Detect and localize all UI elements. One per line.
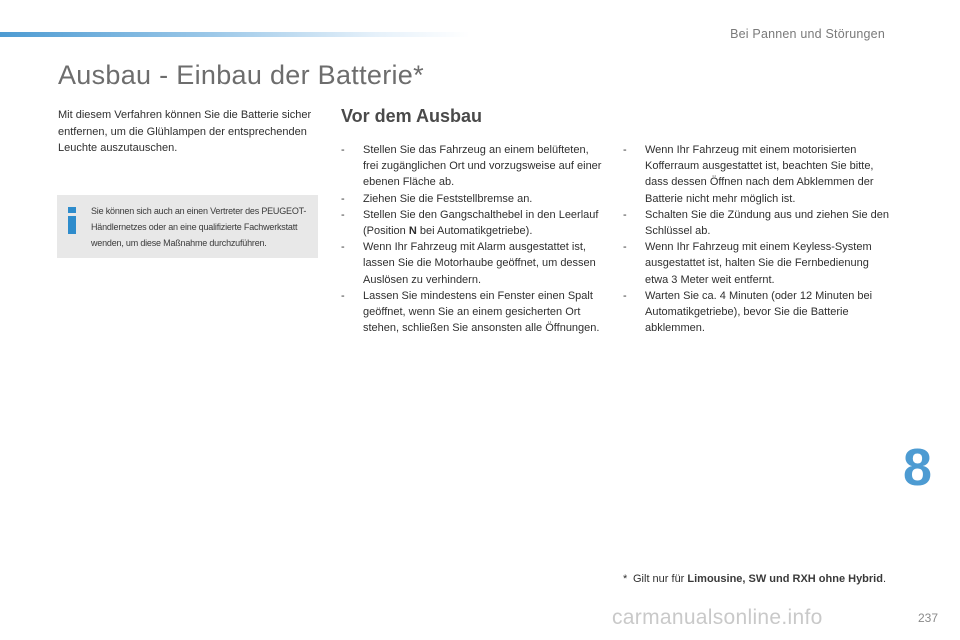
- list-item: - Warten Sie ca. 4 Minuten (oder 12 Minuten bei Automatikgetriebe), bevor Sie die Batterie abklemmen.: [623, 289, 873, 335]
- list-item: - Schalten Sie die Zündung aus und ziehen Sie den Schlüssel ab.: [623, 208, 890, 238]
- list-item: - Ziehen Sie die Feststellbremse an.: [341, 192, 533, 205]
- info-box: [57, 195, 318, 258]
- footnote: * Gilt nur für Limousine, SW und RXH ohne Hybrid.: [623, 573, 887, 585]
- steps-list-left: [341, 142, 603, 336]
- list-item: - Wenn Ihr Fahrzeug mit Alarm ausgestattet ist, lassen Sie die Motorhaube geöffnet, um dessen Auslösen zu verhindern.: [341, 241, 596, 286]
- intro-text: Mit diesem Verfahren können Sie die Batterie sicher entfernen, um die Glühlampen der entsprechenden Leuchte auszutauschen.: [58, 109, 312, 154]
- page-title: Ausbau - Einbau der Batterie*: [58, 60, 424, 90]
- page-number: 237: [917, 611, 938, 625]
- list-item: - Wenn Ihr Fahrzeug mit einem Keyless-System ausgestattet ist, halten Sie die Fernbedienung etwa 3 Meter weit entfernt.: [623, 241, 872, 286]
- list-item: - Lassen Sie mindestens ein Fenster einen Spalt geöffnet, wenn Sie an einem gesicherten Ort stehen, schließen Sie ansonsten alle Öffnungen.: [341, 289, 600, 335]
- steps-list-right: [623, 142, 891, 336]
- header-accent-bar: [0, 32, 470, 37]
- list-item: - Wenn Ihr Fahrzeug mit einem motorisierten Kofferraum ausgestattet ist, beachten Sie bitte, dass dessen Öffnen nach dem Abklemmen der Batterie nicht mehr möglich ist.: [623, 144, 874, 205]
- section-heading: Vor dem Ausbau: [341, 106, 483, 126]
- watermark: carmanualsonline.info: [612, 606, 823, 629]
- section-header: Bei Pannen und Störungen: [730, 27, 885, 41]
- chapter-number: 8: [903, 439, 932, 497]
- list-item: - Stellen Sie den Gangschalthebel in den Leerlauf (Position N bei Automatikgetriebe).: [341, 208, 599, 238]
- list-item: - Stellen Sie das Fahrzeug an einem belüfteten, frei zugänglichen Ort und vorzugsweise auf einer ebenen Fläche ab.: [341, 144, 602, 189]
- info-text: Sie können sich auch an einen Vertreter des PEUGEOT-Händlernetzes oder an eine qualifizierte Fachwerkstatt wenden, um diese Maßnahme durchzuführen.: [91, 206, 307, 248]
- info-icon: [68, 207, 76, 234]
